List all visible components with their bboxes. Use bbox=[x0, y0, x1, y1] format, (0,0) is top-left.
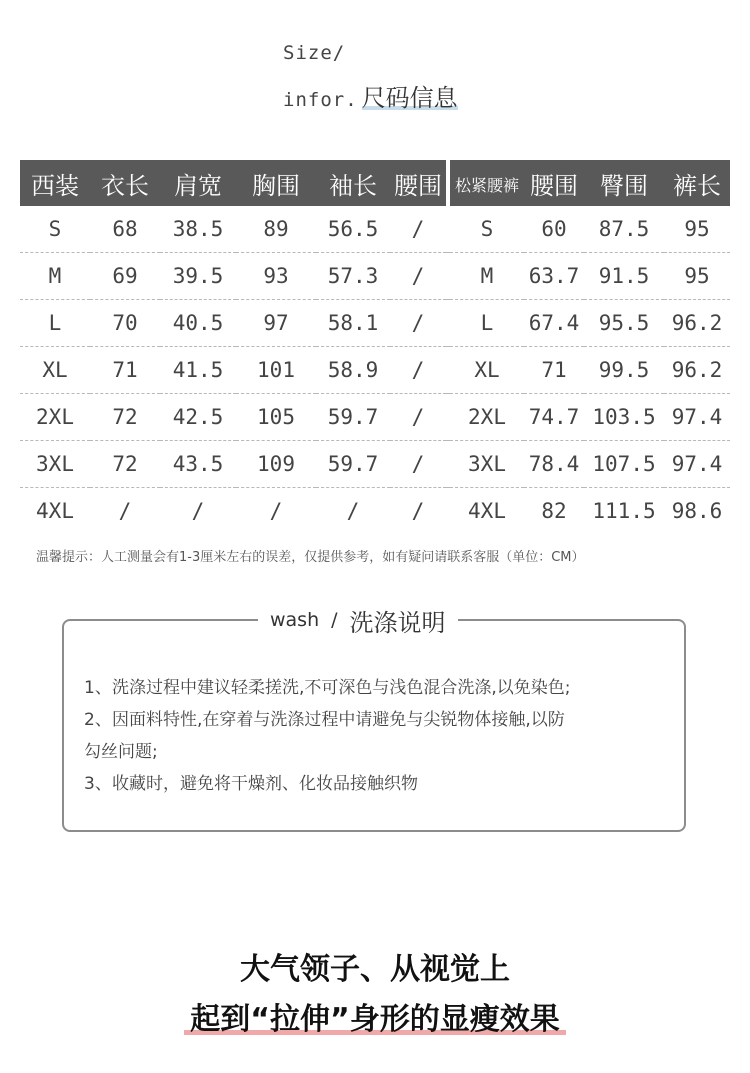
table-cell-p-length: 95 bbox=[664, 253, 730, 300]
table-cell-p-length: 96.2 bbox=[664, 347, 730, 394]
header-pants-hip: 臀围 bbox=[584, 160, 664, 206]
table-cell-p-waist: 74.7 bbox=[524, 394, 584, 441]
wash-item-number: 3、 bbox=[84, 774, 112, 794]
table-row bbox=[20, 206, 730, 253]
table-header-row bbox=[20, 160, 730, 206]
wash-title-slash: / bbox=[331, 609, 338, 631]
table-cell-chest: 93 bbox=[236, 253, 316, 300]
wash-item-text: 因面料特性,在穿着与洗涤过程中请避免与尖锐物体接触,以防 bbox=[112, 710, 565, 730]
table-cell-p-size: 2XL bbox=[450, 394, 524, 441]
table-cell-p-size: S bbox=[450, 206, 524, 253]
table-cell-waist: / bbox=[390, 441, 446, 488]
table-cell-p-waist: 82 bbox=[541, 499, 567, 523]
table-row bbox=[20, 488, 730, 535]
wash-item-2-continued: 勾丝问题; bbox=[84, 742, 158, 762]
wash-item-text: 洗涤过程中建议轻柔搓洗,不可深色与浅色混合洗涤,以免染色; bbox=[112, 678, 571, 698]
size-info-en: infor. bbox=[283, 89, 358, 111]
table-cell-p-length: 95 bbox=[664, 206, 730, 253]
table-cell-shoulder: 39.5 bbox=[160, 253, 236, 300]
table-cell-chest: 109 bbox=[236, 441, 316, 488]
table-cell-size: 3XL bbox=[20, 441, 90, 488]
size-table bbox=[20, 160, 730, 534]
table-cell-p-waist: 60 bbox=[524, 206, 584, 253]
table-cell-waist: / bbox=[411, 499, 425, 523]
table-cell-sleeve: / bbox=[346, 499, 360, 523]
table-row bbox=[20, 347, 730, 394]
table-cell-size: M bbox=[20, 253, 90, 300]
table-cell-p-hip: 103.5 bbox=[584, 394, 664, 441]
table-cell-sleeve: 58.9 bbox=[316, 347, 390, 394]
table-cell-p-size: 3XL bbox=[450, 441, 524, 488]
table-cell-sleeve: 57.3 bbox=[316, 253, 390, 300]
table-cell-p-waist: 71 bbox=[524, 347, 584, 394]
wash-item-2 bbox=[84, 704, 674, 736]
slogan-line-1: 大气领子、从视觉上 bbox=[240, 952, 510, 987]
table-cell-p-hip: 111.5 bbox=[592, 499, 656, 523]
table-cell-sleeve: 59.7 bbox=[316, 394, 390, 441]
header-shoulder: 肩宽 bbox=[160, 160, 236, 206]
wash-item-text: 收藏时，避免将干燥剂、化妆品接触织物 bbox=[112, 774, 418, 794]
table-cell-shoulder: / bbox=[191, 499, 205, 523]
size-info-label: Size/ bbox=[283, 42, 346, 64]
wash-title-en: wash bbox=[270, 609, 320, 631]
table-cell-shoulder: 38.5 bbox=[160, 206, 236, 253]
wash-title bbox=[258, 600, 458, 640]
table-cell-p-hip: 95.5 bbox=[584, 300, 664, 347]
table-cell-p-length: 98.6 bbox=[671, 499, 723, 523]
size-info-cn: 尺码信息 bbox=[361, 84, 458, 112]
table-cell-waist: / bbox=[390, 347, 446, 394]
wash-list bbox=[84, 672, 674, 800]
table-cell-waist: / bbox=[390, 253, 446, 300]
wash-item-1 bbox=[84, 672, 674, 704]
table-cell-shoulder: 42.5 bbox=[160, 394, 236, 441]
table-cell-p-hip: 87.5 bbox=[584, 206, 664, 253]
header-pants-waist: 腰围 bbox=[524, 160, 584, 206]
table-cell-p-waist: 63.7 bbox=[524, 253, 584, 300]
table-cell-p-waist: 78.4 bbox=[524, 441, 584, 488]
table-row bbox=[20, 253, 730, 300]
table-cell-p-length: 97.4 bbox=[664, 441, 730, 488]
table-cell-shoulder: 41.5 bbox=[160, 347, 236, 394]
header-suit: 西装 bbox=[20, 160, 90, 206]
size-info-title bbox=[283, 78, 458, 113]
table-cell-p-size: 4XL bbox=[468, 499, 506, 523]
table-row bbox=[20, 300, 730, 347]
table-row bbox=[20, 441, 730, 488]
table-cell-size: L bbox=[20, 300, 90, 347]
table-cell-p-hip: 99.5 bbox=[584, 347, 664, 394]
table-cell-length: 72 bbox=[90, 394, 160, 441]
table-cell-p-size: XL bbox=[450, 347, 524, 394]
table-cell-chest: / bbox=[269, 499, 283, 523]
wash-item-3 bbox=[84, 768, 674, 800]
header-pants-length: 裤长 bbox=[664, 160, 730, 206]
table-cell-shoulder: 43.5 bbox=[160, 441, 236, 488]
table-cell-size: S bbox=[20, 206, 90, 253]
table-cell-p-length: 96.2 bbox=[664, 300, 730, 347]
table-cell-length: 68 bbox=[90, 206, 160, 253]
table-cell-length: / bbox=[118, 499, 132, 523]
header-sleeve: 袖长 bbox=[316, 160, 390, 206]
table-cell-waist: / bbox=[390, 206, 446, 253]
header-waist: 腰围 bbox=[390, 160, 446, 206]
table-cell-waist: / bbox=[390, 394, 446, 441]
wash-item-number: 2、 bbox=[84, 710, 112, 730]
header-pants bbox=[450, 160, 524, 206]
table-cell-p-hip: 91.5 bbox=[584, 253, 664, 300]
table-row bbox=[20, 394, 730, 441]
header-length: 衣长 bbox=[90, 160, 160, 206]
table-cell-size: 4XL bbox=[36, 499, 74, 523]
header-pants-label: 松紧腰裤 bbox=[454, 176, 519, 195]
table-cell-sleeve: 58.1 bbox=[316, 300, 390, 347]
table-cell-p-hip: 107.5 bbox=[584, 441, 664, 488]
table-cell-waist: / bbox=[390, 300, 446, 347]
measurement-note: 温馨提示：人工测量会有1-3厘米左右的误差，仅提供参考，如有疑问请联系客服（单位：CM） bbox=[36, 550, 585, 565]
table-cell-sleeve: 59.7 bbox=[316, 441, 390, 488]
table-body bbox=[20, 206, 730, 534]
table-cell-p-length: 97.4 bbox=[664, 394, 730, 441]
table-cell-p-size: L bbox=[450, 300, 524, 347]
table-cell-length: 70 bbox=[90, 300, 160, 347]
header-chest: 胸围 bbox=[236, 160, 316, 206]
table-cell-chest: 101 bbox=[236, 347, 316, 394]
slogan-line-2-text: 起到“拉伸”身形的显瘦效果 bbox=[190, 1002, 560, 1037]
table-cell-size: 2XL bbox=[20, 394, 90, 441]
table-cell-chest: 89 bbox=[236, 206, 316, 253]
table-cell-length: 71 bbox=[90, 347, 160, 394]
table-cell-p-waist: 67.4 bbox=[524, 300, 584, 347]
table-cell-length: 69 bbox=[90, 253, 160, 300]
table-cell-size: XL bbox=[20, 347, 90, 394]
table-cell-sleeve: 56.5 bbox=[316, 206, 390, 253]
table-cell-length: 72 bbox=[90, 441, 160, 488]
slogan-line-2 bbox=[0, 994, 750, 1038]
table-cell-shoulder: 40.5 bbox=[160, 300, 236, 347]
table-cell-chest: 97 bbox=[236, 300, 316, 347]
table-cell-chest: 105 bbox=[236, 394, 316, 441]
table-cell-p-size: M bbox=[450, 253, 524, 300]
wash-item-number: 1、 bbox=[84, 678, 112, 698]
wash-title-cn: 洗涤说明 bbox=[349, 608, 446, 637]
